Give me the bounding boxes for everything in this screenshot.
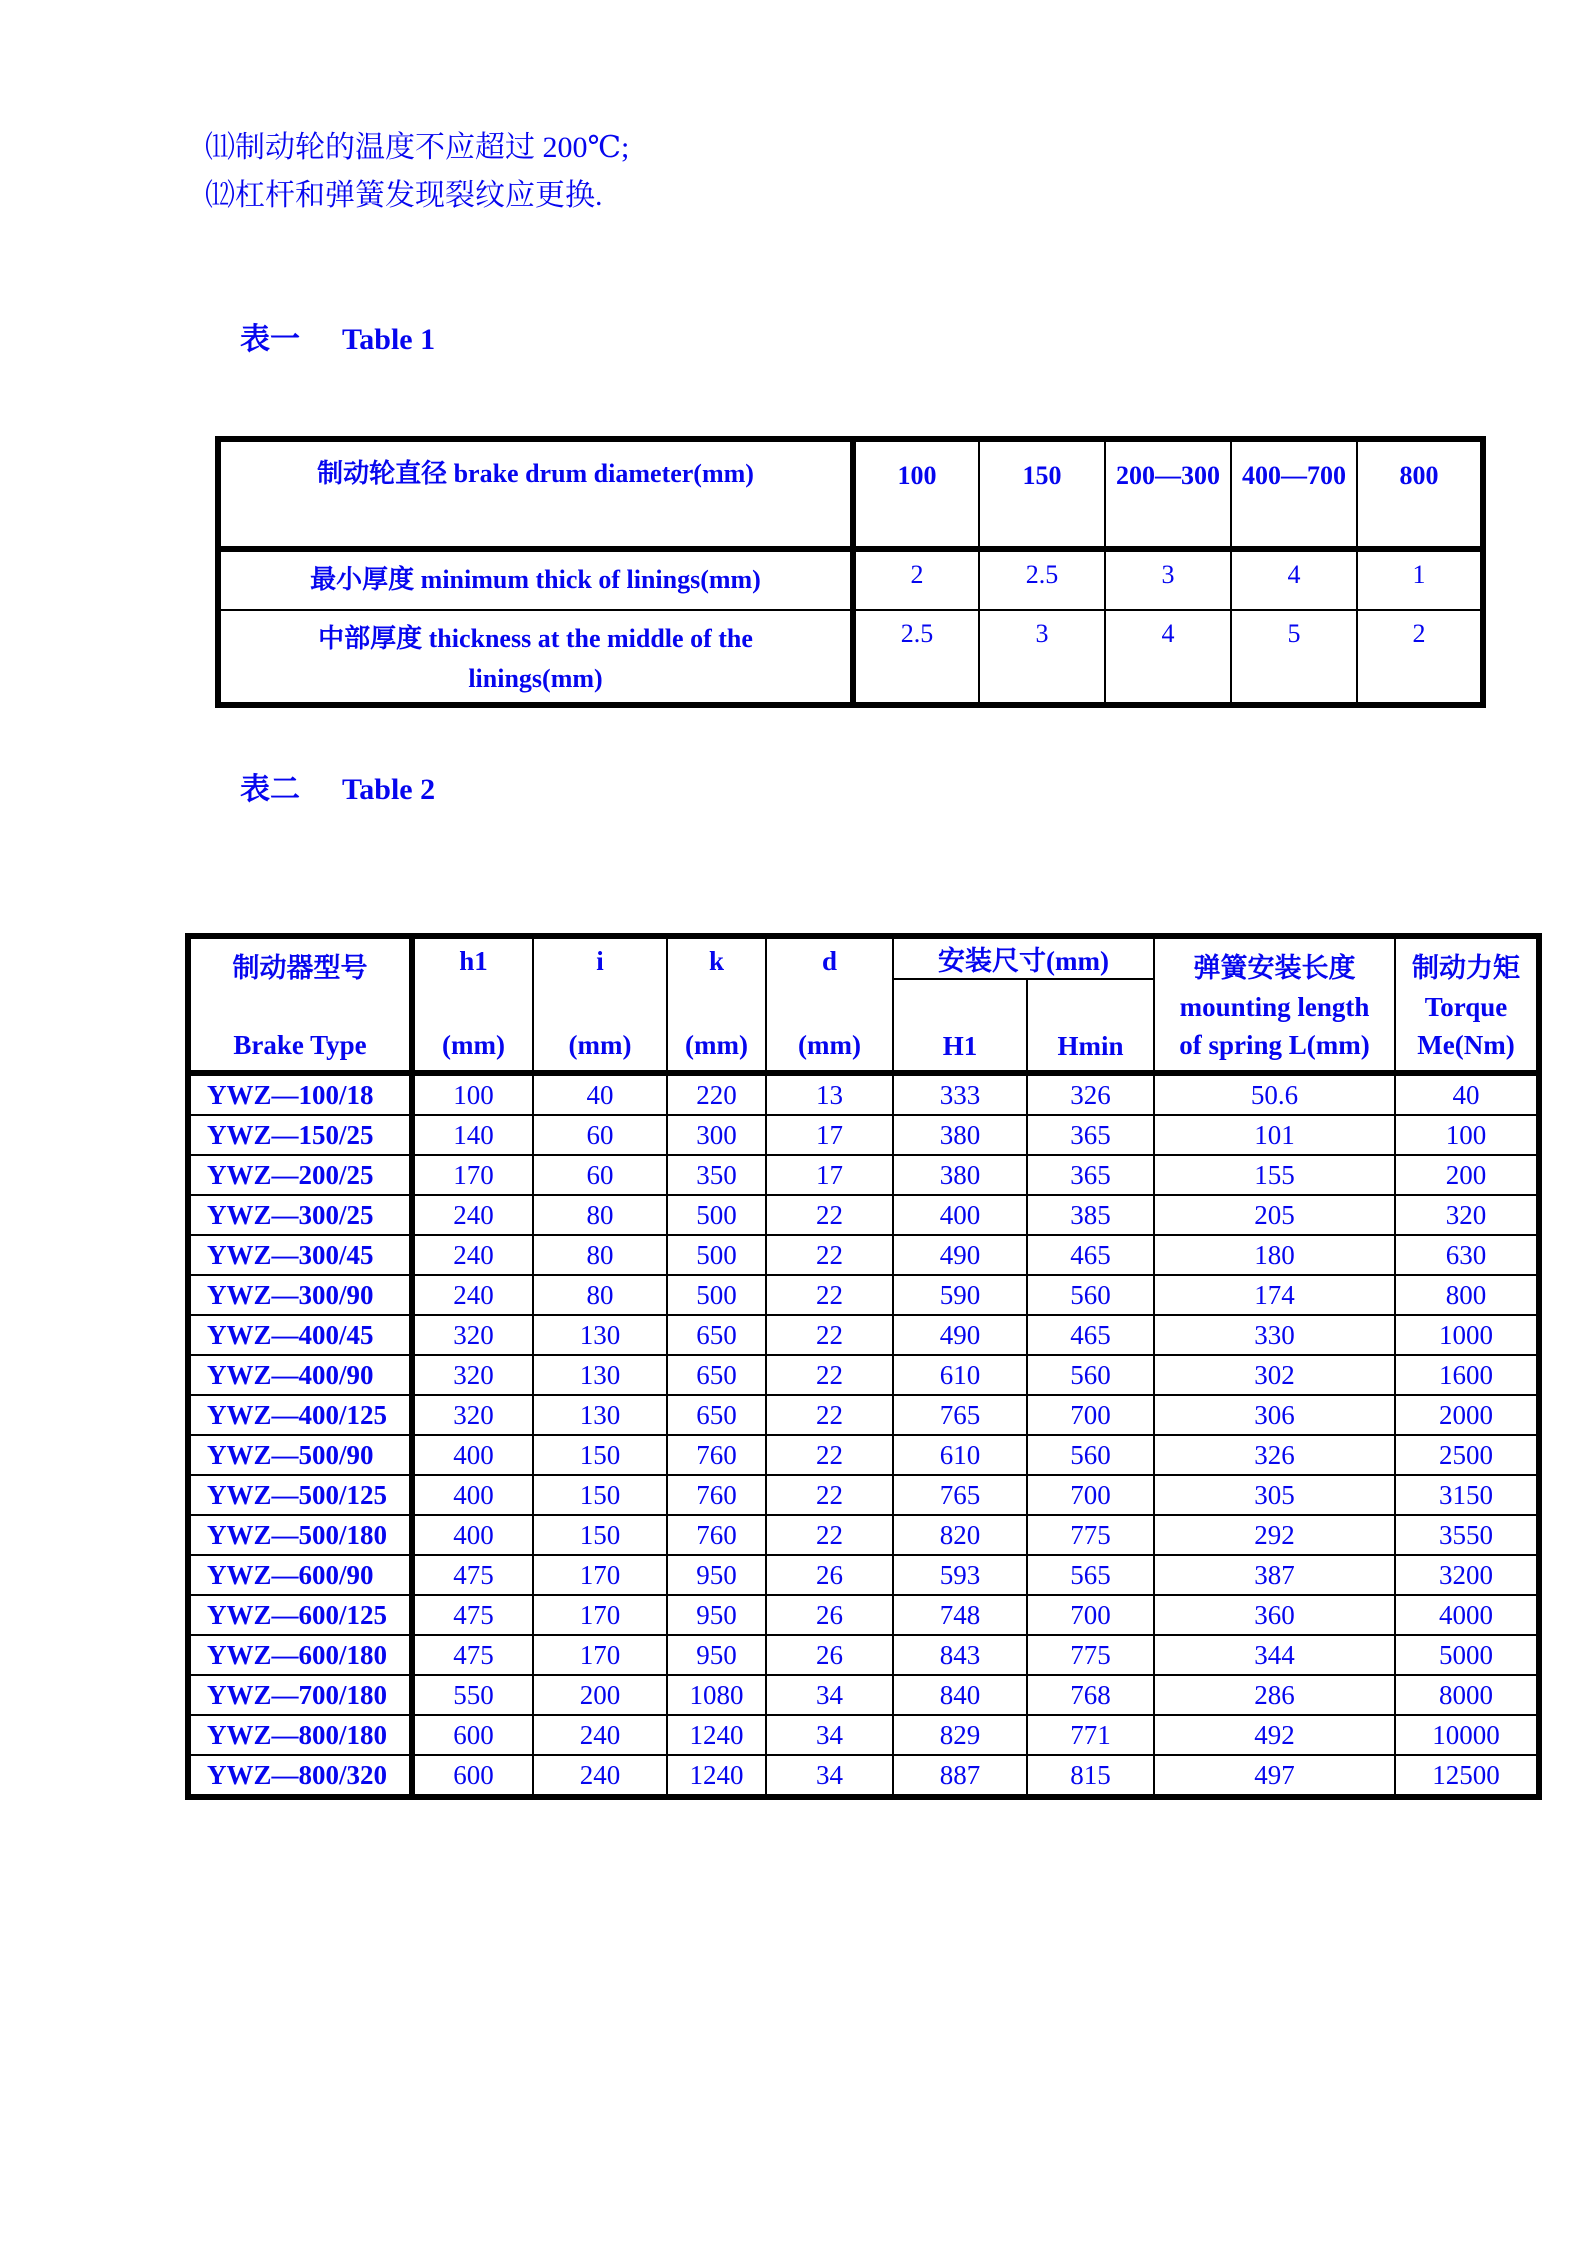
torque-zh: 制动力矩 [1412,953,1520,983]
table1-header-label: 制动轮直径 brake drum diameter(mm) [218,439,853,549]
value-cell: 3 [979,610,1105,705]
table2-header-mounting-dims: 安装尺寸(mm) [893,936,1154,979]
value-cell: 50.6 [1154,1073,1395,1115]
value-cell: 200 [533,1675,667,1715]
table1 [215,436,1486,708]
value-cell: 326 [1154,1435,1395,1475]
table2-header-d [766,936,893,1073]
value-cell: 80 [533,1235,667,1275]
value-cell: 465 [1027,1315,1154,1355]
value-cell: 306 [1154,1395,1395,1435]
table-row [188,1155,1539,1195]
value-cell: 600 [412,1755,533,1797]
value-cell: 22 [766,1435,893,1475]
value-cell: 330 [1154,1315,1395,1355]
table-row [188,1315,1539,1355]
value-cell: 765 [893,1475,1027,1515]
value-cell: 240 [533,1715,667,1755]
value-cell: 34 [766,1715,893,1755]
value-cell: 240 [533,1755,667,1797]
value-cell: 80 [533,1195,667,1235]
value-cell: 590 [893,1275,1027,1315]
value-cell: 843 [893,1635,1027,1675]
value-cell: 240 [412,1235,533,1275]
value-cell: 300 [667,1115,766,1155]
row-label-cell: YWZ—400/45 [188,1315,412,1355]
value-cell: 700 [1027,1595,1154,1635]
value-cell: 593 [893,1555,1027,1595]
value-cell: 475 [412,1595,533,1635]
value-cell: 22 [766,1195,893,1235]
table-row [188,1635,1539,1675]
value-cell: 40 [533,1073,667,1115]
h1-label: h1 [459,946,488,976]
value-cell: 150 [533,1475,667,1515]
value-cell: 320 [412,1355,533,1395]
value-cell: 2.5 [853,610,979,705]
value-cell: 130 [533,1355,667,1395]
value-cell: 887 [893,1755,1027,1797]
value-cell: 22 [766,1315,893,1355]
value-cell: 170 [533,1555,667,1595]
table2-body [188,1073,1539,1797]
k-label: k [708,946,725,976]
value-cell: 465 [1027,1235,1154,1275]
value-cell: 130 [533,1315,667,1355]
value-cell: 286 [1154,1675,1395,1715]
value-cell: 1240 [667,1715,766,1755]
spring-en1: mounting length [1179,992,1370,1022]
value-cell: 80 [533,1275,667,1315]
row-label-cell: YWZ—800/180 [188,1715,412,1755]
value-cell: 22 [766,1515,893,1555]
value-cell: 302 [1154,1355,1395,1395]
value-cell: 490 [893,1315,1027,1355]
value-cell: 22 [766,1275,893,1315]
value-cell: 100 [412,1073,533,1115]
value-cell: 170 [533,1635,667,1675]
value-cell: 387 [1154,1555,1395,1595]
value-cell: 565 [1027,1555,1154,1595]
value-cell: 400 [893,1195,1027,1235]
value-cell: 26 [766,1595,893,1635]
table2-header-k [667,936,766,1073]
table1-caption-zh: 表一 [240,323,300,356]
value-cell: 500 [667,1235,766,1275]
value-cell: 760 [667,1475,766,1515]
value-cell: 130 [533,1395,667,1435]
value-cell: 13 [766,1073,893,1115]
value-cell: 350 [667,1155,766,1195]
table-row [188,1595,1539,1635]
value-cell: 326 [1027,1073,1154,1115]
value-cell: 333 [893,1073,1027,1115]
value-cell: 820 [893,1515,1027,1555]
table-row [188,1073,1539,1115]
row-label-cell: YWZ—500/180 [188,1515,412,1555]
value-cell: 2 [853,549,979,610]
row-label-cell: YWZ—600/90 [188,1555,412,1595]
row-label-cell: YWZ—700/180 [188,1675,412,1715]
table-row [188,1675,1539,1715]
row-label-cell: YWZ—400/90 [188,1355,412,1395]
brake-type-en: Brake Type [233,1030,367,1060]
table2-header-h1 [412,936,533,1073]
value-cell: 22 [766,1355,893,1395]
value-cell: 140 [412,1115,533,1155]
value-cell: 700 [1027,1475,1154,1515]
value-cell: 360 [1154,1595,1395,1635]
value-cell: 200 [1395,1155,1539,1195]
value-cell: 292 [1154,1515,1395,1555]
value-cell: 400 [412,1475,533,1515]
value-cell: 320 [412,1395,533,1435]
value-cell: 475 [412,1555,533,1595]
value-cell: 650 [667,1395,766,1435]
table-row [188,1435,1539,1475]
value-cell: 385 [1027,1195,1154,1235]
value-cell: 3550 [1395,1515,1539,1555]
table-row [188,1115,1539,1155]
value-cell: 380 [893,1115,1027,1155]
table2-caption [240,764,435,808]
value-cell: 60 [533,1155,667,1195]
value-cell: 500 [667,1275,766,1315]
value-cell: 2000 [1395,1395,1539,1435]
row-label-cell: 中部厚度 thickness at the middle of the linings(mm) [218,610,853,705]
d-unit: (mm) [798,1030,861,1060]
row-label-cell: YWZ—300/45 [188,1235,412,1275]
value-cell: 10000 [1395,1715,1539,1755]
value-cell: 26 [766,1555,893,1595]
table1-body [218,549,1483,705]
value-cell: 500 [667,1195,766,1235]
value-cell: 829 [893,1715,1027,1755]
value-cell: 950 [667,1635,766,1675]
value-cell: 490 [893,1235,1027,1275]
table2 [185,933,1542,1800]
value-cell: 101 [1154,1115,1395,1155]
value-cell: 380 [893,1155,1027,1195]
value-cell: 180 [1154,1235,1395,1275]
table-row [188,1715,1539,1755]
value-cell: 205 [1154,1195,1395,1235]
table1-col-150: 150 [979,439,1105,549]
value-cell: 950 [667,1595,766,1635]
value-cell: 8000 [1395,1675,1539,1715]
value-cell: 600 [412,1715,533,1755]
value-cell: 5000 [1395,1635,1539,1675]
value-cell: 17 [766,1115,893,1155]
value-cell: 630 [1395,1235,1539,1275]
brake-type-zh: 制动器型号 [232,953,368,983]
value-cell: 240 [412,1195,533,1235]
table1-col-100: 100 [853,439,979,549]
value-cell: 768 [1027,1675,1154,1715]
value-cell: 344 [1154,1635,1395,1675]
value-cell: 765 [893,1395,1027,1435]
value-cell: 4000 [1395,1595,1539,1635]
value-cell: 400 [412,1435,533,1475]
table-row [188,1355,1539,1395]
value-cell: 1000 [1395,1315,1539,1355]
torque-unit: Me(Nm) [1417,1030,1515,1060]
row-label-cell: YWZ—300/90 [188,1275,412,1315]
row-label-cell: YWZ—500/90 [188,1435,412,1475]
torque-en: Torque [1424,992,1508,1022]
row-label-cell: YWZ—400/125 [188,1395,412,1435]
d-label: d [821,946,838,976]
value-cell: 760 [667,1515,766,1555]
row-label-cell: YWZ—200/25 [188,1155,412,1195]
table-row [188,1395,1539,1435]
table1-col-200-300: 200—300 [1105,439,1231,549]
value-cell: 400 [412,1515,533,1555]
value-cell: 2 [1357,610,1483,705]
value-cell: 1 [1357,549,1483,610]
row-label-cell: YWZ—150/25 [188,1115,412,1155]
value-cell: 775 [1027,1635,1154,1675]
value-cell: 3200 [1395,1555,1539,1595]
value-cell: 3 [1105,549,1231,610]
value-cell: 560 [1027,1435,1154,1475]
table-row [188,1195,1539,1235]
value-cell: 365 [1027,1115,1154,1155]
table-row [188,1555,1539,1595]
note-line-12: ⑿杠杆和弹簧发现裂纹应更换. [205,179,603,212]
value-cell: 22 [766,1395,893,1435]
table-row [188,1475,1539,1515]
table2-header-H1: H1 [893,979,1027,1073]
value-cell: 748 [893,1595,1027,1635]
table2-caption-zh: 表二 [240,773,300,806]
table1-caption [240,314,435,358]
value-cell: 40 [1395,1073,1539,1115]
k-unit: (mm) [685,1030,748,1060]
spring-zh: 弹簧安装长度 [1193,953,1356,983]
row-label-cell: YWZ—800/320 [188,1755,412,1797]
value-cell: 320 [412,1315,533,1355]
row-label-cell: YWZ—100/18 [188,1073,412,1115]
table2-caption-en: Table 2 [342,773,436,806]
value-cell: 174 [1154,1275,1395,1315]
value-cell: 497 [1154,1755,1395,1797]
value-cell: 650 [667,1355,766,1395]
value-cell: 220 [667,1073,766,1115]
value-cell: 815 [1027,1755,1154,1797]
value-cell: 840 [893,1675,1027,1715]
value-cell: 2.5 [979,549,1105,610]
table-row [188,1275,1539,1315]
row-label-cell: YWZ—500/125 [188,1475,412,1515]
value-cell: 100 [1395,1115,1539,1155]
spring-en2: of spring L(mm) [1179,1030,1370,1060]
value-cell: 700 [1027,1395,1154,1435]
value-cell: 170 [533,1595,667,1635]
value-cell: 22 [766,1475,893,1515]
table-row [188,1235,1539,1275]
value-cell: 610 [893,1435,1027,1475]
row-label-cell: YWZ—600/180 [188,1635,412,1675]
row-label-cell: YWZ—600/125 [188,1595,412,1635]
value-cell: 34 [766,1755,893,1797]
value-cell: 560 [1027,1275,1154,1315]
value-cell: 34 [766,1675,893,1715]
table1-caption-en: Table 1 [342,323,436,356]
value-cell: 26 [766,1635,893,1675]
value-cell: 1080 [667,1675,766,1715]
table-row [218,549,1483,610]
value-cell: 760 [667,1435,766,1475]
table2-header-row-1 [188,936,1539,979]
value-cell: 170 [412,1155,533,1195]
value-cell: 1600 [1395,1355,1539,1395]
value-cell: 320 [1395,1195,1539,1235]
intro-notes [205,124,629,220]
table2-header-spring-length [1154,936,1395,1073]
value-cell: 560 [1027,1355,1154,1395]
row-label-cell: YWZ—300/25 [188,1195,412,1235]
value-cell: 155 [1154,1155,1395,1195]
value-cell: 60 [533,1115,667,1155]
value-cell: 5 [1231,610,1357,705]
table-row [188,1755,1539,1797]
value-cell: 150 [533,1435,667,1475]
value-cell: 492 [1154,1715,1395,1755]
value-cell: 610 [893,1355,1027,1395]
value-cell: 2500 [1395,1435,1539,1475]
value-cell: 150 [533,1515,667,1555]
value-cell: 22 [766,1235,893,1275]
h1-unit: (mm) [442,1030,505,1060]
value-cell: 12500 [1395,1755,1539,1797]
i-label: i [596,946,604,976]
value-cell: 950 [667,1555,766,1595]
value-cell: 475 [412,1635,533,1675]
value-cell: 240 [412,1275,533,1315]
table2-header-i [533,936,667,1073]
table1-col-400-700: 400—700 [1231,439,1357,549]
table-row [188,1515,1539,1555]
value-cell: 3150 [1395,1475,1539,1515]
value-cell: 17 [766,1155,893,1195]
value-cell: 771 [1027,1715,1154,1755]
i-unit: (mm) [568,1030,632,1060]
value-cell: 1240 [667,1755,766,1797]
value-cell: 4 [1105,610,1231,705]
value-cell: 550 [412,1675,533,1715]
value-cell: 305 [1154,1475,1395,1515]
value-cell: 775 [1027,1515,1154,1555]
value-cell: 650 [667,1315,766,1355]
value-cell: 4 [1231,549,1357,610]
table2-header-torque [1395,936,1539,1073]
table-row [218,610,1483,705]
note-line-11: ⑾制动轮的温度不应超过 200℃; [205,131,630,164]
row-label-cell: 最小厚度 minimum thick of linings(mm) [218,549,853,610]
table1-header-row [218,439,1483,549]
table1-col-800: 800 [1357,439,1483,549]
value-cell: 800 [1395,1275,1539,1315]
value-cell: 365 [1027,1155,1154,1195]
table2-header-Hmin: Hmin [1027,979,1154,1073]
table2-header-brake-type [188,936,412,1073]
